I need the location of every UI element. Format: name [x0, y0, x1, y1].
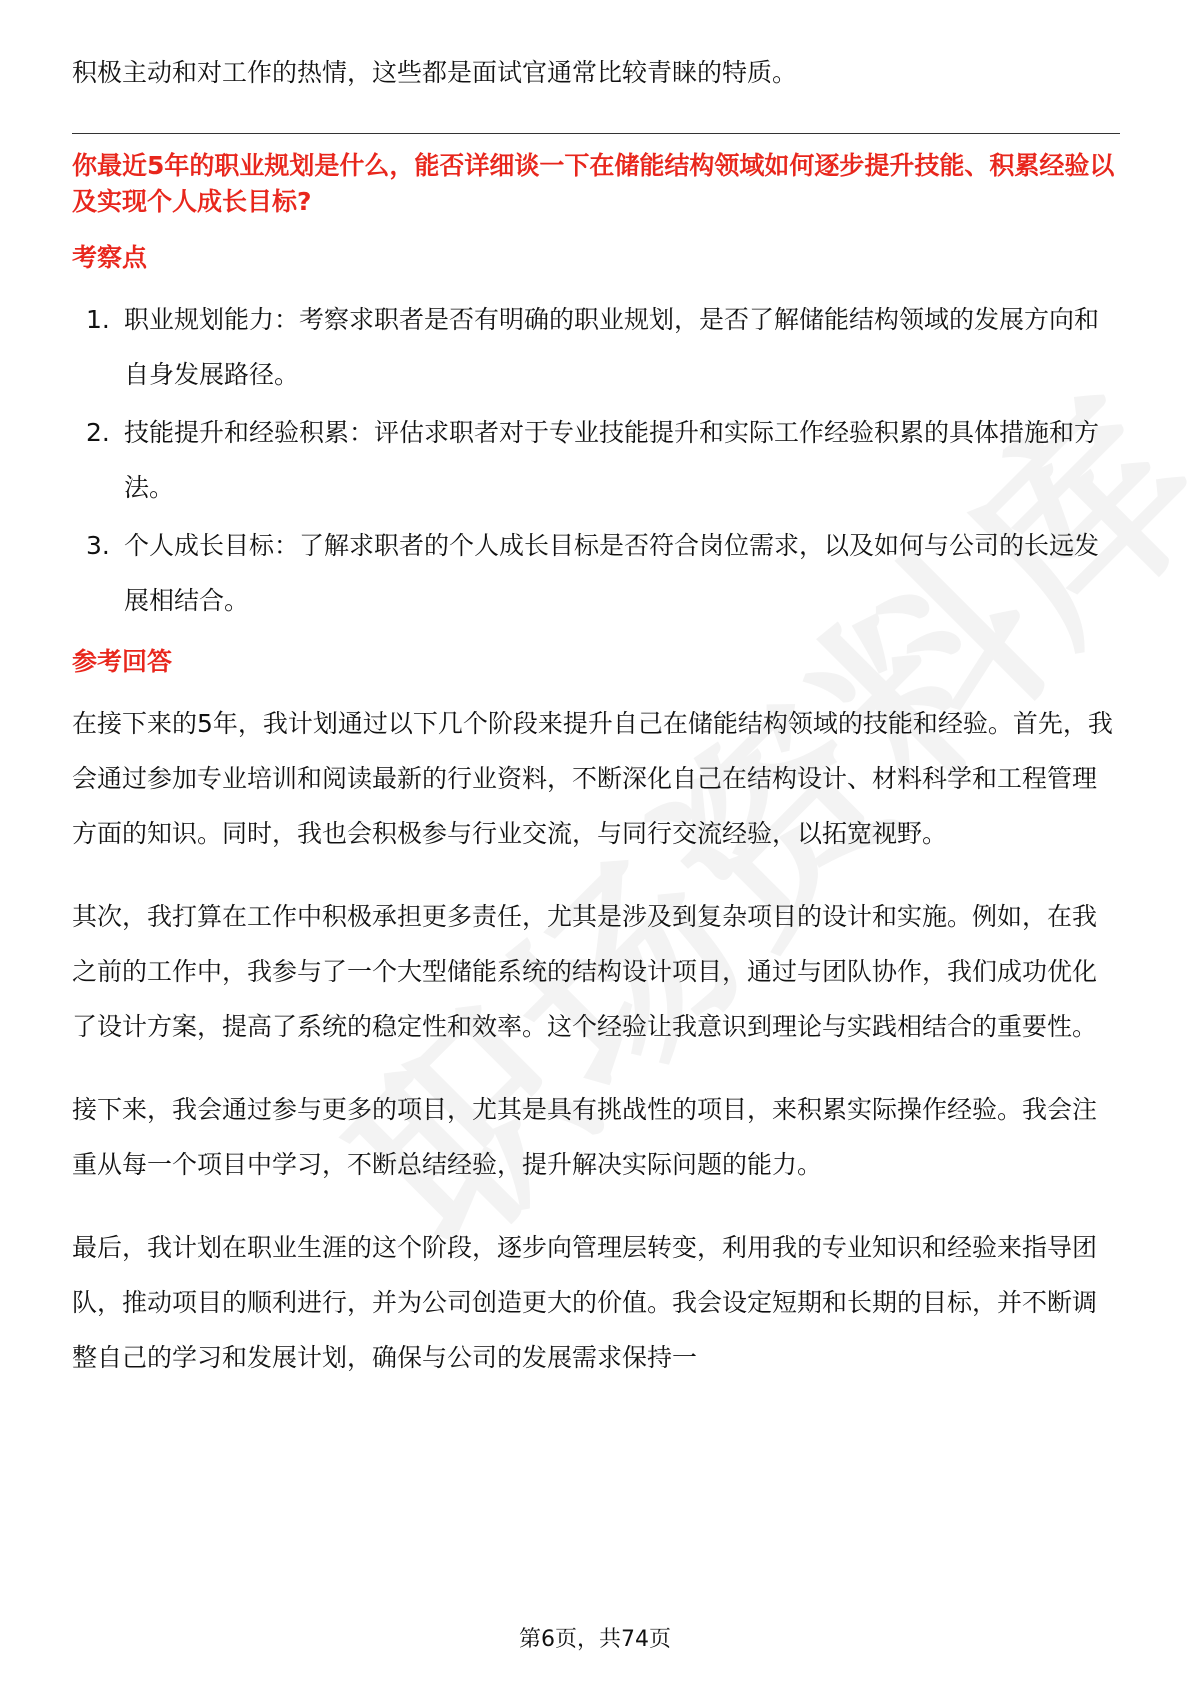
- divider: [72, 133, 1120, 134]
- list-number: 1.: [86, 305, 110, 334]
- answer-paragraph: 在接下来的5年，我计划通过以下几个阶段来提升自己在储能结构领域的技能和经验。首先，我会通过参加专业培训和阅读最新的行业资料，不断深化自己在结构设计、材料科学和工程管理方面的知识。同时，我也会积极参与行业交流，与同行交流经验，以拓宽视野。: [72, 709, 1113, 848]
- list-number: 2.: [86, 418, 110, 447]
- section-title-exam-points: 考察点: [72, 243, 148, 272]
- list-item: [72, 292, 1120, 402]
- answer-paragraph: 最后，我计划在职业生涯的这个阶段，逐步向管理层转变，利用我的专业知识和经验来指导团队，推动项目的顺利进行，并为公司创造更大的价值。我会设定短期和长期的目标，并不断调整自己的学习和发展计划，确保与公司的发展需求保持一: [72, 1233, 1098, 1372]
- page-footer: 第6页，共74页: [519, 1627, 671, 1652]
- list-item: [72, 405, 1120, 515]
- question-heading: 你最近5年的职业规划是什么，能否详细谈一下在储能结构领域如何逐步提升技能、积累经验以及实现个人成长目标?: [72, 151, 1115, 216]
- exam-points-list: [72, 292, 1120, 628]
- intro-text: 积极主动和对工作的热情，这些都是面试官通常比较青睐的特质。: [72, 58, 798, 87]
- answer-paragraph: 接下来，我会通过参与更多的项目，尤其是具有挑战性的项目，来积累实际操作经验。我会注重从每一个项目中学习，不断总结经验，提升解决实际问题的能力。: [72, 1095, 1098, 1179]
- section-title-reference-answer: 参考回答: [72, 647, 173, 676]
- list-item: [72, 518, 1120, 628]
- content: [72, 45, 1120, 1413]
- list-item-text: 职业规划能力：考察求职者是否有明确的职业规划，是否了解储能结构领域的发展方向和自身发展路径。: [124, 305, 1100, 389]
- answer-paragraph: 其次，我打算在工作中积极承担更多责任，尤其是涉及到复杂项目的设计和实施。例如，在我之前的工作中，我参与了一个大型储能系统的结构设计项目，通过与团队协作，我们成功优化了设计方案，提高了系统的稳定性和效率。这个经验让我意识到理论与实践相结合的重要性。: [72, 902, 1098, 1041]
- list-number: 3.: [86, 531, 110, 560]
- list-item-text: 个人成长目标：了解求职者的个人成长目标是否符合岗位需求，以及如何与公司的长远发展相结合。: [124, 531, 1100, 615]
- list-item-text: 技能提升和经验积累：评估求职者对于专业技能提升和实际工作经验积累的具体措施和方法。: [124, 418, 1100, 502]
